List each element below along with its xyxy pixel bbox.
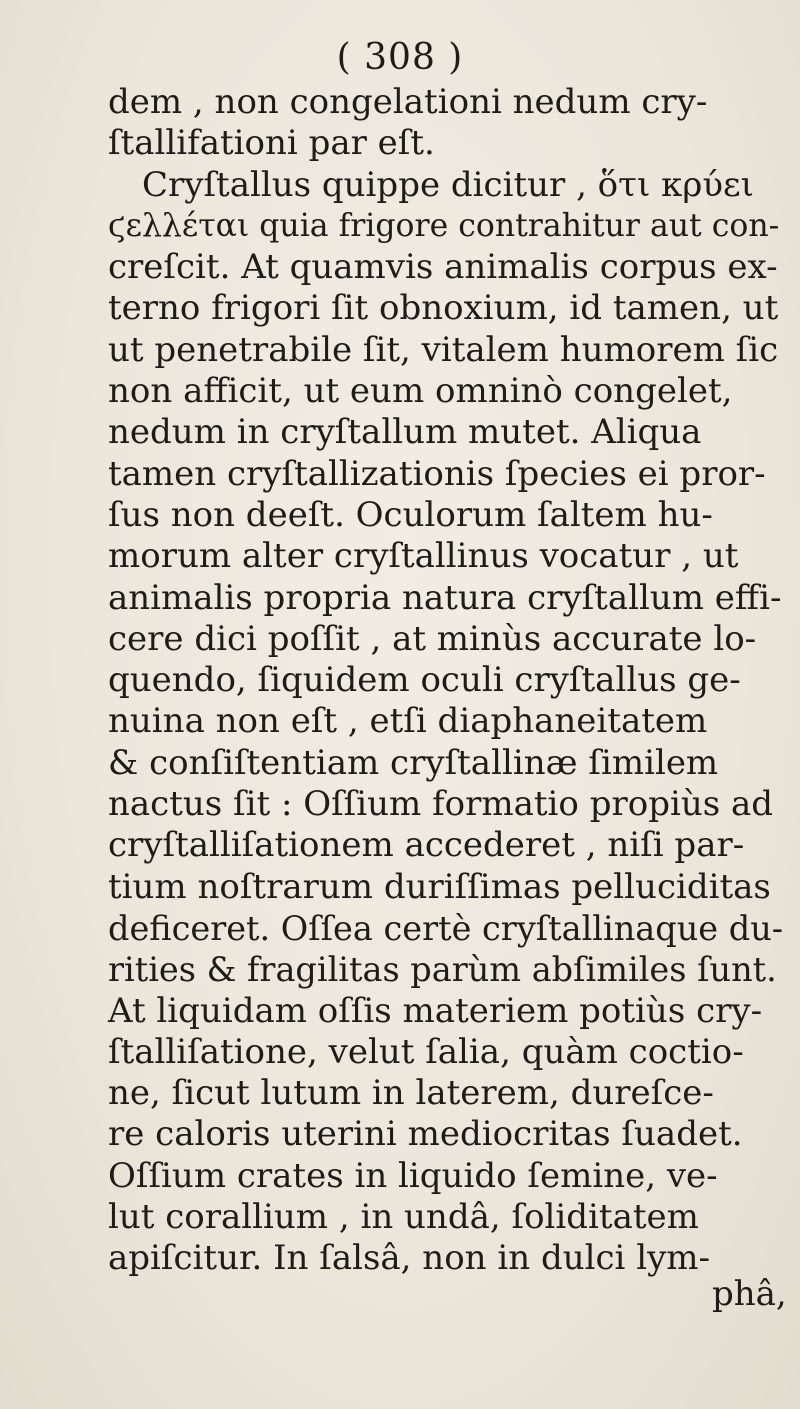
text-line: deficeret. Oſſea certè cryſtallinaque du- — [108, 908, 784, 948]
text-line: nedum in cryſtallum mutet. Aliqua — [108, 412, 702, 453]
text-line: non afficit, ut eum omninò congelet, — [108, 371, 733, 412]
text-line: ϛελλέται quia frigore contrahitur aut con- — [108, 207, 780, 244]
text-line: apiſcitur. In ſalsâ, non in dulci lym- — [108, 1238, 711, 1279]
text-line: rities & fragilitas parùm abſimiles ſunt. — [108, 950, 777, 990]
text-line: cryſtalliſationem accederet , niſi par- — [108, 825, 745, 866]
text-line: nuina non eſt , etſi diaphaneitatem — [108, 701, 708, 742]
text-line: animalis propria natura cryſtallum effi- — [108, 577, 782, 618]
text-line: cere dici poſſit , at minùs accurate lo- — [108, 618, 757, 659]
text-line: lut corallium , in undâ, ſoliditatem — [108, 1197, 699, 1238]
text-line: Cryſtallus quippe dicitur , ὅτι κρύει — [142, 164, 754, 205]
text-line: tium noſtrarum duriſſimas pelluciditas — [108, 866, 771, 907]
text-line: terno frigori ſit obnoxium, id tamen, ut — [108, 288, 779, 329]
text-line: ſus non deeſt. Oculorum ſaltem hu- — [108, 494, 713, 535]
text-line: tamen cryſtallizationis ſpecies ei pror- — [108, 453, 766, 494]
text-line: dem , non congelationi nedum cry- — [108, 82, 708, 122]
text-line: & conſiſtentiam cryſtallinæ ſimilem — [108, 742, 719, 783]
page-number-header: ( 308 ) — [336, 37, 464, 78]
text-line: creſcit. At quamvis animalis corpus ex- — [108, 247, 778, 288]
text-line: quendo, ſiquidem oculi cryſtallus ge- — [108, 660, 741, 701]
text-line: nactus ſit : Oſſium formatio propiùs ad — [108, 784, 774, 825]
text-line: ne, ſicut lutum in laterem, dureſce- — [108, 1073, 714, 1114]
text-line: At liquidam oſſis materiem potiùs cry- — [108, 990, 763, 1031]
body-text — [108, 82, 784, 1280]
text-line: Oſſium crates in liquido ſemine, ve- — [108, 1155, 718, 1196]
text-line: re caloris uterini mediocritas ſuadet. — [108, 1114, 743, 1155]
catchword: phâ, — [712, 1274, 787, 1314]
text-line: ut penetrabile ſit, vitalem humorem ſic — [108, 329, 779, 370]
text-line: ſtalliſatione, velut ſalia, quàm coctio- — [108, 1031, 744, 1072]
text-line: ſtallifationi par eſt. — [108, 123, 435, 164]
text-line: morum alter cryſtallinus vocatur , ut — [108, 536, 739, 577]
